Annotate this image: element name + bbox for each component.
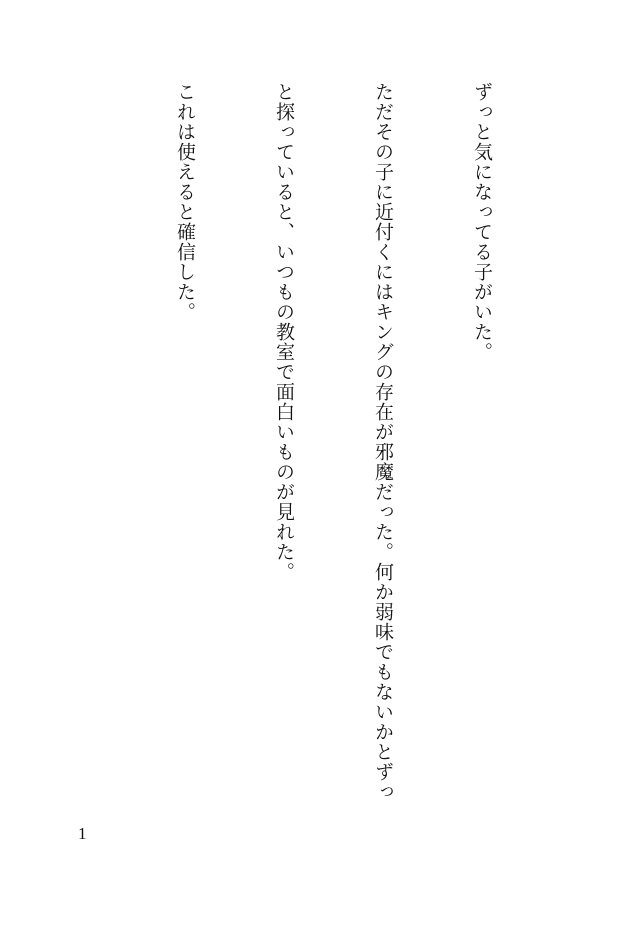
paragraph-gap <box>69 82 102 782</box>
vertical-text-body <box>0 82 564 802</box>
narration-line: ずっと気になってる子がいた。 <box>471 82 493 362</box>
dialogue-line <box>0 82 3 782</box>
narration-line: と探っていると、いつもの教室で面白いものが見れた。 <box>273 82 295 582</box>
narration-line: これは使えると確信した。 <box>174 82 196 322</box>
page-number: 1 <box>78 824 87 843</box>
narration-line: ただその子に近付くにはキングの存在が邪魔だった。何か弱味でもないかとずっ <box>372 82 394 802</box>
